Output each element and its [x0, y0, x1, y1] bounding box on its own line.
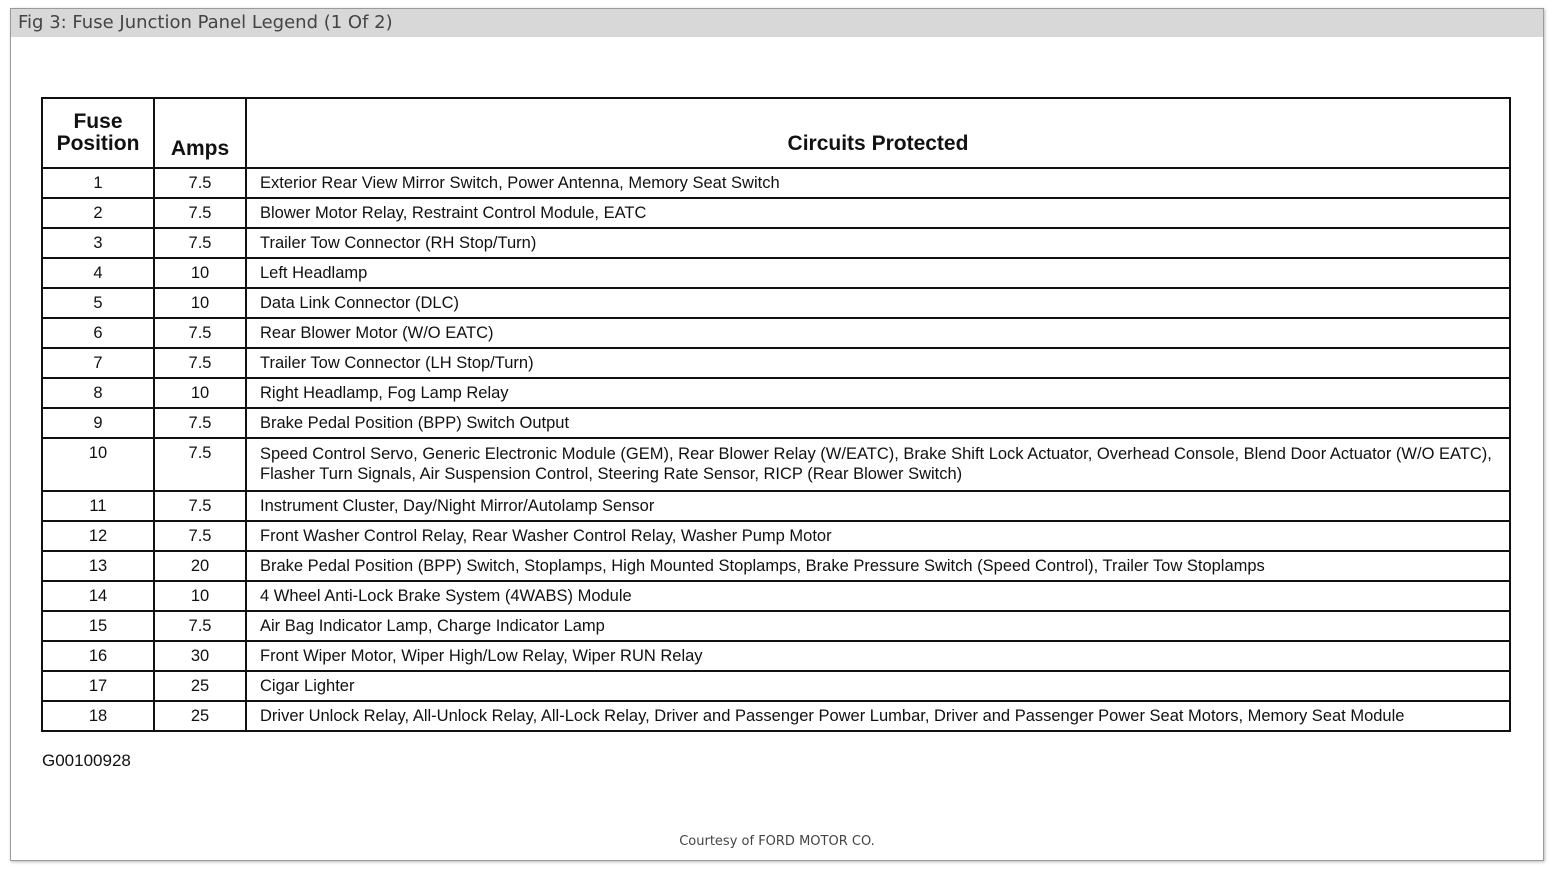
fuse-position-cell: 13 [42, 551, 154, 581]
header-amps: Amps [154, 98, 246, 168]
fuse-position-cell: 10 [42, 438, 154, 491]
amps-cell: 7.5 [154, 611, 246, 641]
fuse-position-cell: 15 [42, 611, 154, 641]
amps-cell: 7.5 [154, 318, 246, 348]
amps-cell: 10 [154, 258, 246, 288]
amps-cell: 30 [154, 641, 246, 671]
fuse-position-cell: 2 [42, 198, 154, 228]
table-row [42, 491, 1510, 521]
table-row [42, 228, 1510, 258]
fuse-position-cell: 3 [42, 228, 154, 258]
table-row [42, 611, 1510, 641]
table-row [42, 671, 1510, 701]
table-row [42, 288, 1510, 318]
amps-cell: 7.5 [154, 228, 246, 258]
fuse-position-cell: 17 [42, 671, 154, 701]
table-header-row [42, 98, 1510, 168]
amps-cell: 7.5 [154, 168, 246, 198]
header-fuse-line1: Fuse [73, 110, 123, 133]
circuits-cell: Exterior Rear View Mirror Switch, Power Antenna, Memory Seat Switch [246, 168, 1510, 198]
fuse-position-cell: 4 [42, 258, 154, 288]
circuits-cell: Brake Pedal Position (BPP) Switch, Stoplamps, High Mounted Stoplamps, Brake Pressure Switch (Speed Control), Trailer Tow Stoplamps [246, 551, 1510, 581]
amps-cell: 7.5 [154, 438, 246, 491]
table-row [42, 348, 1510, 378]
table-row [42, 641, 1510, 671]
circuits-cell: Cigar Lighter [246, 671, 1510, 701]
amps-cell: 25 [154, 701, 246, 731]
circuits-cell: Air Bag Indicator Lamp, Charge Indicator Lamp [246, 611, 1510, 641]
table-row [42, 521, 1510, 551]
circuits-cell: Data Link Connector (DLC) [246, 288, 1510, 318]
circuits-cell: Right Headlamp, Fog Lamp Relay [246, 378, 1510, 408]
table-row [42, 438, 1510, 491]
fuse-position-cell: 14 [42, 581, 154, 611]
fuse-position-cell: 6 [42, 318, 154, 348]
table-row [42, 551, 1510, 581]
table-row [42, 378, 1510, 408]
circuits-cell: Front Washer Control Relay, Rear Washer Control Relay, Washer Pump Motor [246, 521, 1510, 551]
fuse-position-cell: 8 [42, 378, 154, 408]
amps-cell: 7.5 [154, 348, 246, 378]
fuse-legend-table [41, 97, 1511, 732]
table-row [42, 198, 1510, 228]
circuits-cell: Front Wiper Motor, Wiper High/Low Relay, Wiper RUN Relay [246, 641, 1510, 671]
amps-cell: 10 [154, 288, 246, 318]
header-fuse-line2: Position [56, 132, 140, 155]
amps-cell: 7.5 [154, 198, 246, 228]
circuits-cell: Rear Blower Motor (W/O EATC) [246, 318, 1510, 348]
fuse-position-cell: 1 [42, 168, 154, 198]
amps-cell: 7.5 [154, 491, 246, 521]
table-row [42, 701, 1510, 731]
amps-cell: 7.5 [154, 521, 246, 551]
amps-cell: 10 [154, 378, 246, 408]
figure-title: Fig 3: Fuse Junction Panel Legend (1 Of 2) [11, 9, 1543, 37]
amps-cell: 25 [154, 671, 246, 701]
circuits-cell: Blower Motor Relay, Restraint Control Module, EATC [246, 198, 1510, 228]
table-row [42, 408, 1510, 438]
circuits-cell: Brake Pedal Position (BPP) Switch Output [246, 408, 1510, 438]
table-row [42, 258, 1510, 288]
circuits-cell: Driver Unlock Relay, All-Unlock Relay, All-Lock Relay, Driver and Passenger Power Lumbar, Driver and Passenger Power Seat Motors, Memory Seat Module [246, 701, 1510, 731]
figure-window [10, 8, 1544, 861]
fuse-position-cell: 18 [42, 701, 154, 731]
header-circuits: Circuits Protected [246, 98, 1510, 168]
header-fuse-position [42, 98, 154, 168]
table-row [42, 168, 1510, 198]
circuits-cell: Instrument Cluster, Day/Night Mirror/Autolamp Sensor [246, 491, 1510, 521]
amps-cell: 20 [154, 551, 246, 581]
fuse-position-cell: 12 [42, 521, 154, 551]
fuse-position-cell: 5 [42, 288, 154, 318]
circuits-cell: Trailer Tow Connector (RH Stop/Turn) [246, 228, 1510, 258]
fuse-position-cell: 11 [42, 491, 154, 521]
circuits-cell: Left Headlamp [246, 258, 1510, 288]
table-row [42, 581, 1510, 611]
table-row [42, 318, 1510, 348]
circuits-cell: Trailer Tow Connector (LH Stop/Turn) [246, 348, 1510, 378]
circuits-cell: 4 Wheel Anti-Lock Brake System (4WABS) Module [246, 581, 1510, 611]
fuse-position-cell: 7 [42, 348, 154, 378]
amps-cell: 10 [154, 581, 246, 611]
circuits-cell: Speed Control Servo, Generic Electronic Module (GEM), Rear Blower Relay (W/EATC), Brake Shift Lock Actuator, Overhead Console, Blend Door Actuator (W/O EATC), Flasher Turn Signals, Air Suspension Control, Steering Rate Sensor, RICP (Rear Blower Switch) [246, 438, 1510, 491]
figure-code: G00100928 [42, 751, 131, 770]
fuse-position-cell: 9 [42, 408, 154, 438]
amps-cell: 7.5 [154, 408, 246, 438]
fuse-position-cell: 16 [42, 641, 154, 671]
courtesy-note: Courtesy of FORD MOTOR CO. [679, 834, 875, 849]
